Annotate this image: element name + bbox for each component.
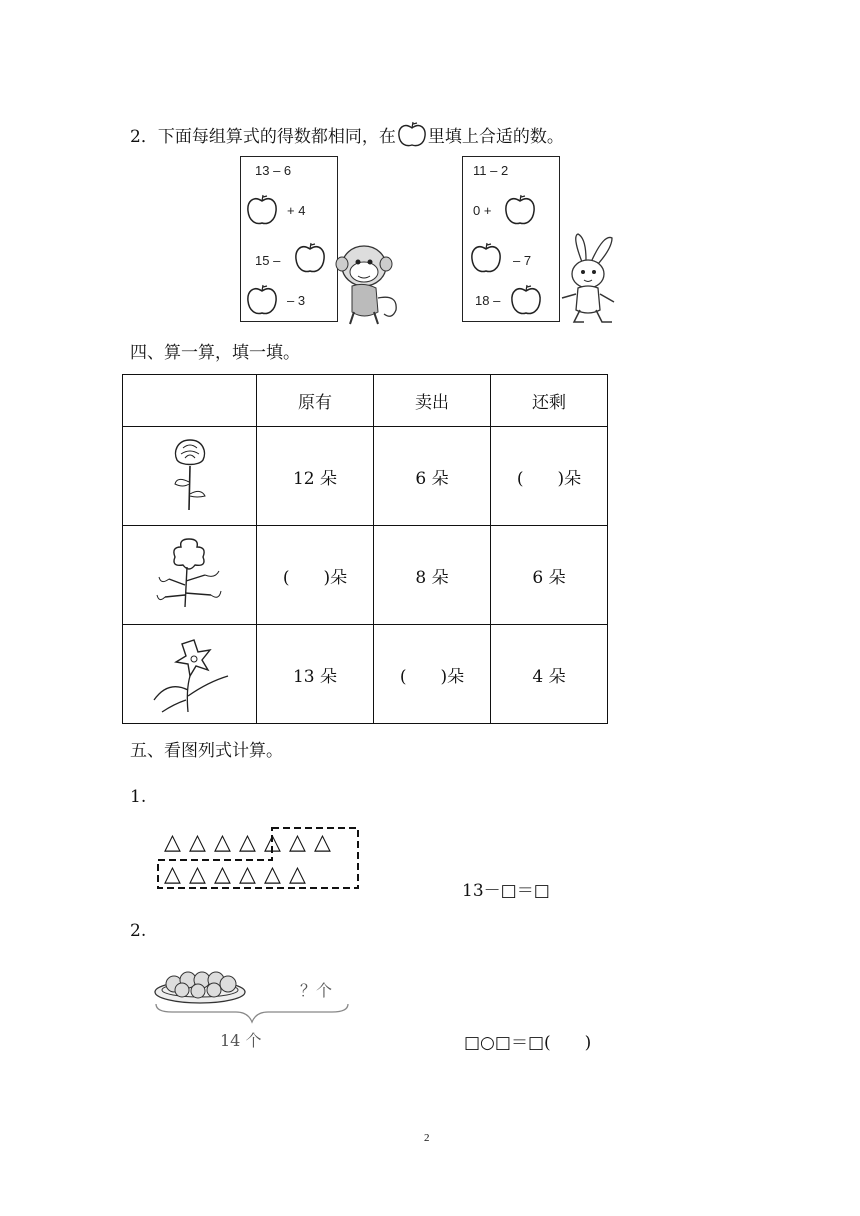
expr-text: 18 – xyxy=(475,293,501,308)
table-header-row xyxy=(123,375,608,427)
table-row xyxy=(123,625,608,724)
expr-text: 13 – 6 xyxy=(255,163,292,178)
flower-cell xyxy=(123,526,257,625)
apple-icon xyxy=(245,193,279,227)
triangle-icon: △ xyxy=(289,862,306,887)
row1-remaining: ( )朵 xyxy=(491,427,608,526)
flower-cell xyxy=(123,625,257,724)
expr-text: 0 + xyxy=(473,203,492,218)
question-label: ？个 xyxy=(300,981,333,1000)
expr-text: 11 – 2 xyxy=(473,163,509,178)
apple-icon xyxy=(293,241,327,275)
problem-1-label: 1. xyxy=(130,787,147,807)
triangle-icon: △ xyxy=(239,862,256,887)
apple-icon xyxy=(245,283,279,317)
triangle-icon: △ xyxy=(214,862,231,887)
monkey-icon xyxy=(334,236,404,326)
q2-text-before: 下面每组算式的得数都相同，在 xyxy=(157,127,396,147)
problem-2-label: 2. xyxy=(130,921,147,941)
table-row xyxy=(123,526,608,625)
triangle-icon: △ xyxy=(264,862,281,887)
page-number: 2 xyxy=(424,1132,430,1144)
row3-remaining: 4 朵 xyxy=(491,625,608,724)
total-brace xyxy=(152,1002,352,1026)
row1-original: 12 朵 xyxy=(257,427,374,526)
row2-original: ( )朵 xyxy=(257,526,374,625)
triangle-icon: △ xyxy=(189,862,206,887)
triangle-icon: △ xyxy=(264,830,281,855)
rose-icon xyxy=(165,434,215,514)
triangle-icon: △ xyxy=(189,830,206,855)
header-remaining: 还剩 xyxy=(491,375,608,427)
flower-icon xyxy=(155,535,225,611)
triangle-icon: △ xyxy=(239,830,256,855)
expr-text: + 4 xyxy=(287,203,306,218)
q2-line xyxy=(130,126,564,148)
expression-card-2 xyxy=(462,156,560,322)
triangle-icon: △ xyxy=(314,830,331,855)
expr-text: – 3 xyxy=(287,293,306,308)
q2-number: 2． xyxy=(130,127,158,147)
row2-sold: 8 朵 xyxy=(374,526,491,625)
apple-icon xyxy=(509,283,543,317)
triangle-figure xyxy=(156,826,366,892)
triangle-icon: △ xyxy=(289,830,306,855)
expr-text: 15 – xyxy=(255,253,281,268)
apple-icon xyxy=(396,126,428,148)
header-blank xyxy=(123,375,257,427)
triangles-row-top xyxy=(160,830,335,855)
triangle-icon: △ xyxy=(164,830,181,855)
q2-text-after: 里填上合适的数。 xyxy=(427,127,564,147)
apple-icon xyxy=(469,241,503,275)
triangle-icon: △ xyxy=(164,862,181,887)
sales-table xyxy=(122,374,608,724)
apple-icon xyxy=(503,193,537,227)
expression-card-1 xyxy=(240,156,338,322)
header-original: 原有 xyxy=(257,375,374,427)
section-5-title: 五、看图列式计算。 xyxy=(130,741,283,761)
row3-sold: ( )朵 xyxy=(374,625,491,724)
flower-cell xyxy=(123,427,257,526)
triangles-row-bottom xyxy=(160,862,310,887)
row3-original: 13 朵 xyxy=(257,625,374,724)
peach-plate-icon xyxy=(152,962,248,1006)
row2-remaining: 6 朵 xyxy=(491,526,608,625)
total-label: 14 个 xyxy=(220,1031,262,1050)
expr-text: – 7 xyxy=(513,253,532,268)
problem-1-equation: 13－□＝□ xyxy=(462,881,550,901)
section-4-title: 四、算一算，填一填。 xyxy=(130,343,300,363)
table-row xyxy=(123,427,608,526)
row1-sold: 6 朵 xyxy=(374,427,491,526)
lily-icon xyxy=(148,630,232,714)
triangle-icon: △ xyxy=(214,830,231,855)
rabbit-icon xyxy=(556,232,624,326)
problem-2-equation: □○□＝□( ) xyxy=(464,1033,592,1053)
header-sold: 卖出 xyxy=(374,375,491,427)
